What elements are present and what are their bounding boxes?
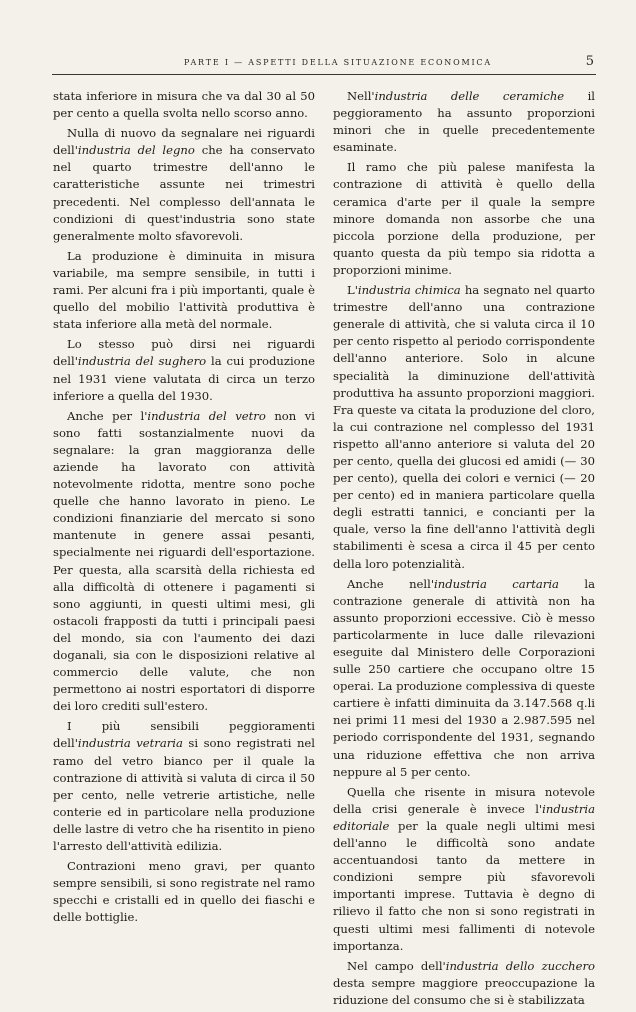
italic-term: industria del legno: [77, 143, 195, 158]
left-column-paragraph: [53, 248, 315, 333]
italic-term: industria chimica: [357, 283, 461, 298]
text-run: Nulla di nuovo da segnalare nei riguardi dell': [53, 126, 315, 158]
left-column-paragraph: [53, 125, 315, 245]
text-run: Nel campo dell': [347, 958, 446, 973]
right-column-paragraph: [333, 159, 595, 279]
text-run: L': [347, 283, 358, 298]
text-run: il peggioramento ha assunto proporzioni minori che in quelle precedentemente esaminate.: [333, 89, 595, 155]
italic-term: industria cartaria: [434, 576, 559, 591]
text-run: non vi sono fatti sostanzialmente nuovi da segnalare: la gran maggioranza delle aziende ha lavorato con attività notevolmente ridotta, mentre sono poche quelle che hanno lavorato in pieno. Le condizioni finanziarie del mercato si sono mantenute in genere assai pesanti, specialmente nei riguardi dell'esportazione. Per questa, alla scarsità della richiesta ed alla difficoltà di ottenere i pagamenti si sono aggiunti, in questi ultimi mesi, gli ostacoli frapposti da tutti i principali paesi del mondo, sia con l'aumento dei dazi doganali, sia con le disposizioni relative al commercio delle valute, che non permettono ai nostri esportatori di disporre dei loro crediti sull'estero.: [53, 408, 315, 714]
page-number: 5: [585, 54, 594, 69]
right-text-column: [333, 88, 595, 1012]
italic-term: industria vetraria: [77, 736, 183, 751]
left-column-paragraph: [53, 336, 315, 404]
text-run: si sono registrati nel ramo del vetro bianco per il quale la contrazione di attività si valuta di circa il 50 per cento, nelle vetrerie artistiche, nelle conterie ed in particolare nella produzione delle lastre di vetro che ha risentito in pieno l'arresto dell'attività edilizia.: [53, 736, 315, 854]
text-run: Il ramo che più palese manifesta la contrazione di attività è quello della ceramica d'arte per il quale la sempre minore domanda non assorbe che una piccola porzione della produzione, per quanto questa da più tempo sia ridotta a proporzioni minime.: [333, 160, 595, 277]
left-column-paragraph: [53, 408, 315, 716]
text-run: desta sempre maggiore preoccupazione la riduzione del consumo che si è stabilizzata: [333, 975, 595, 1007]
text-run: stata inferiore in misura che va dal 30 al 50 per cento a quella svolta nello scorso anno.: [53, 89, 315, 121]
right-column-paragraph: [333, 282, 595, 573]
text-run: Lo stesso può dirsi nei riguardi dell': [53, 337, 315, 369]
text-run: Anche nell': [347, 576, 435, 591]
text-run: che ha conservato nel quarto trimestre dell'anno le caratteristiche assunte nei trimestri precedenti. Nel complesso dell'annata le condizioni di quest'industria sono state generalmente molto sfavorevoli.: [53, 143, 315, 243]
text-run: ha segnato nel quarto trimestre dell'anno una contrazione generale di attività, che si valuta circa il 10 per cento rispetto al periodo corrispondente dell'anno anteriore. Solo in alcune specialità la diminuzione dell'attività produttiva ha assunto proporzioni maggiori. Fra queste va citata la produzione del cloro, la cui contrazione nel complesso del 1931 rispetto all'anno anteriore si valuta del 20 per cento, quella dei glucosi ed amidi (— 30 per cento), quella dei colori e vernici (— 20 per cento) ed in maniera particolare quella degli estratti tannici, e concianti per la quale, verso la fine dell'anno l'attività degli stabilimenti è scesa a circa il 45 per cento della loro potenzialità.: [333, 283, 595, 571]
italic-term: industria del vetro: [147, 408, 266, 423]
text-run: La produzione è diminuita in misura variabile, ma sempre sensibile, in tutti i rami. Per alcuni fra i più importanti, quale è quello del mobilio l'attività produttiva è stata inferiore alla metà del normale.: [53, 248, 315, 332]
running-header: [52, 54, 596, 75]
right-column-paragraph: [333, 576, 595, 781]
right-column-paragraph: [333, 88, 595, 156]
text-run: Anche per l': [67, 408, 148, 423]
italic-term: industria delle ceramiche: [374, 89, 565, 103]
text-run: per la quale negli ultimi mesi dell'anno le difficoltà sono andate accentuandosi tanto da mettere in condizioni sempre più sfavorevoli importanti imprese. Tuttavia è degno di rilievo il fatto che non si sono registrati in questi ultimi mesi fallimenti di notevole importanza.: [333, 818, 595, 953]
left-column-paragraph: [53, 858, 315, 926]
text-run: la cui produzione nel 1931 viene valutata di circa un terzo inferiore a quella del 1930.: [53, 354, 315, 403]
left-column-paragraph: [53, 88, 315, 122]
text-run: Contrazioni meno gravi, per quanto sempre sensibili, si sono registrate nel ramo specchi e cristalli ed in quello dei fiaschi e delle bottiglie.: [53, 859, 315, 925]
right-column-paragraph: [333, 784, 595, 955]
text-run: I più sensibili peggioramenti dell': [53, 719, 315, 751]
right-column-paragraph: [333, 958, 595, 1009]
text-run: la contrazione generale di attività non ha assunto proporzioni eccessive. Ciò è messo particolarmente in luce dalle rilevazioni eseguite dal Ministero delle Corporazioni sulle 250 cartiere che occupano oltre 15 operai. La produzione complessiva di queste cartiere è infatti diminuita da 3.147.568 q.li nei primi 11 mesi del 1930 a 2.987.595 nel periodo corrispondente del 1931, segnando una riduzione effettiva che non arriva neppure al 5 per cento.: [333, 576, 595, 779]
text-run: Quella che risente in misura notevole della crisi generale è invece l': [333, 784, 595, 816]
left-column-paragraph: [53, 718, 315, 855]
italic-term: industria editoriale: [333, 801, 595, 833]
italic-term: industria del sughero: [77, 354, 207, 369]
header-title: PARTE I — ASPETTI DELLA SITUAZIONE ECONOMICA: [184, 58, 492, 67]
italic-term: industria dello zucchero: [445, 958, 595, 973]
left-text-column: [53, 88, 315, 930]
text-run: Nell': [347, 89, 375, 103]
